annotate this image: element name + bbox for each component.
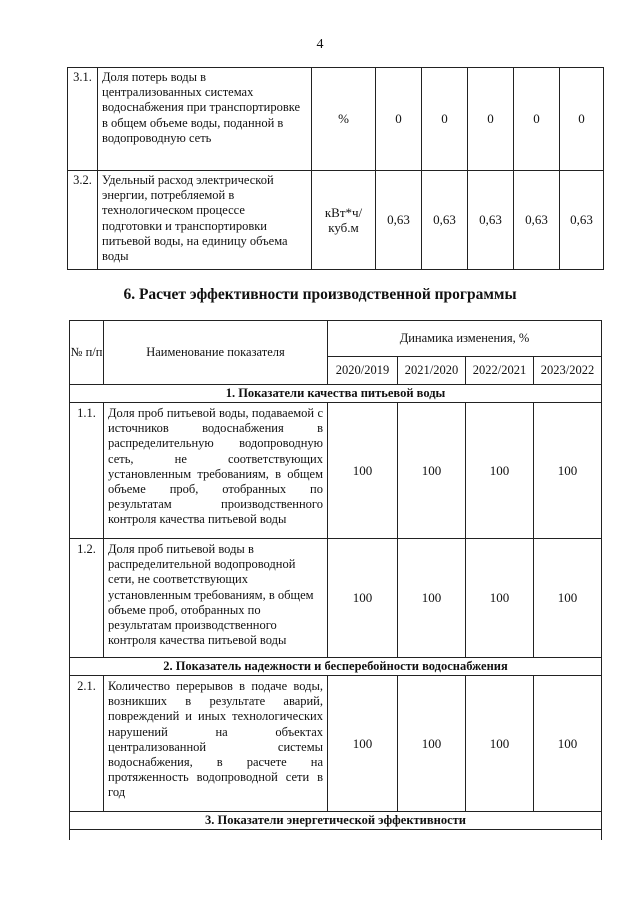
value-cell: 100	[328, 539, 398, 658]
table-header-row	[70, 321, 602, 357]
value-cell: 100	[534, 676, 602, 812]
value-cell: 0,63	[468, 171, 514, 270]
value-cell: 100	[328, 676, 398, 812]
value-cell: 100	[328, 403, 398, 539]
indicator-name: Доля проб питьевой воды в распределительной водопроводной сети, не соответствующих установленным требованиям, в общем объеме проб, отобранных по результатам производственного контроля качества питьевой воды	[104, 539, 328, 658]
value-cell: 100	[466, 676, 534, 812]
section-heading: 1. Показатели качества питьевой воды	[70, 385, 602, 403]
unit-cell: %	[312, 68, 376, 171]
row-number: 2.1.	[70, 676, 104, 812]
header-period: 2022/2021	[466, 357, 534, 385]
row-number: 1.1.	[70, 403, 104, 539]
value-cell: 0,63	[514, 171, 560, 270]
header-period: 2021/2020	[398, 357, 466, 385]
value-cell: 100	[534, 403, 602, 539]
value-cell: 0,63	[560, 171, 604, 270]
row-number: 3.1.	[68, 68, 98, 171]
section-row	[70, 658, 602, 676]
value-cell: 0	[376, 68, 422, 171]
value-cell: 0	[560, 68, 604, 171]
table-row	[70, 676, 602, 812]
unit-cell: кВт*ч/ куб.м	[312, 171, 376, 270]
row-number: 1.2.	[70, 539, 104, 658]
value-cell: 100	[398, 403, 466, 539]
indicator-name: Количество перерывов в подаче воды, возникших в результате аварий, повреждений и иных технологических нарушений на объектах централизованной системы водоснабжения, в расчете на протяженность водопроводной сети в год	[104, 676, 328, 812]
header-name: Наименование показателя	[104, 321, 328, 385]
value-cell: 100	[534, 539, 602, 658]
value-cell: 0,63	[422, 171, 468, 270]
indicators-table-continued	[67, 67, 604, 270]
header-period: 2020/2019	[328, 357, 398, 385]
section-heading: 3. Показатели энергетической эффективности	[70, 812, 602, 830]
table-row	[68, 68, 604, 171]
section-heading: 2. Показатель надежности и бесперебойности водоснабжения	[70, 658, 602, 676]
header-dynamics: Динамика изменения, %	[328, 321, 602, 357]
value-cell: 100	[466, 539, 534, 658]
value-cell: 0	[468, 68, 514, 171]
value-cell: 0	[422, 68, 468, 171]
efficiency-table	[69, 320, 602, 840]
row-number: 3.2.	[68, 171, 98, 270]
indicator-name: Удельный расход электрической энергии, потребляемой в технологическом процессе подготовки и транспортировки питьевой воды, на единицу объема воды	[98, 171, 312, 270]
value-cell: 100	[398, 539, 466, 658]
table-row	[68, 171, 604, 270]
header-period: 2023/2022	[534, 357, 602, 385]
value-cell: 100	[398, 676, 466, 812]
table-row	[70, 539, 602, 658]
value-cell: 0,63	[376, 171, 422, 270]
header-num: № п/п	[70, 321, 104, 385]
section-row	[70, 385, 602, 403]
table-row	[70, 403, 602, 539]
value-cell: 0	[514, 68, 560, 171]
indicator-name: Доля потерь воды в централизованных системах водоснабжения при транспортировке в общем объеме воды, поданной в водопроводную сеть	[98, 68, 312, 171]
page-number: 4	[316, 37, 324, 52]
table-continuation	[70, 830, 602, 840]
section-title: 6. Расчет эффективности производственной программы	[123, 286, 517, 303]
indicator-name: Доля проб питьевой воды, подаваемой с источников водоснабжения в распределительную водопроводную сеть, не соответствующих установленным требованиям, в общем объеме проб, отобранных по результатам производственного контроля качества питьевой воды	[104, 403, 328, 539]
section-row	[70, 812, 602, 830]
value-cell: 100	[466, 403, 534, 539]
table-row-continuation	[70, 830, 602, 840]
